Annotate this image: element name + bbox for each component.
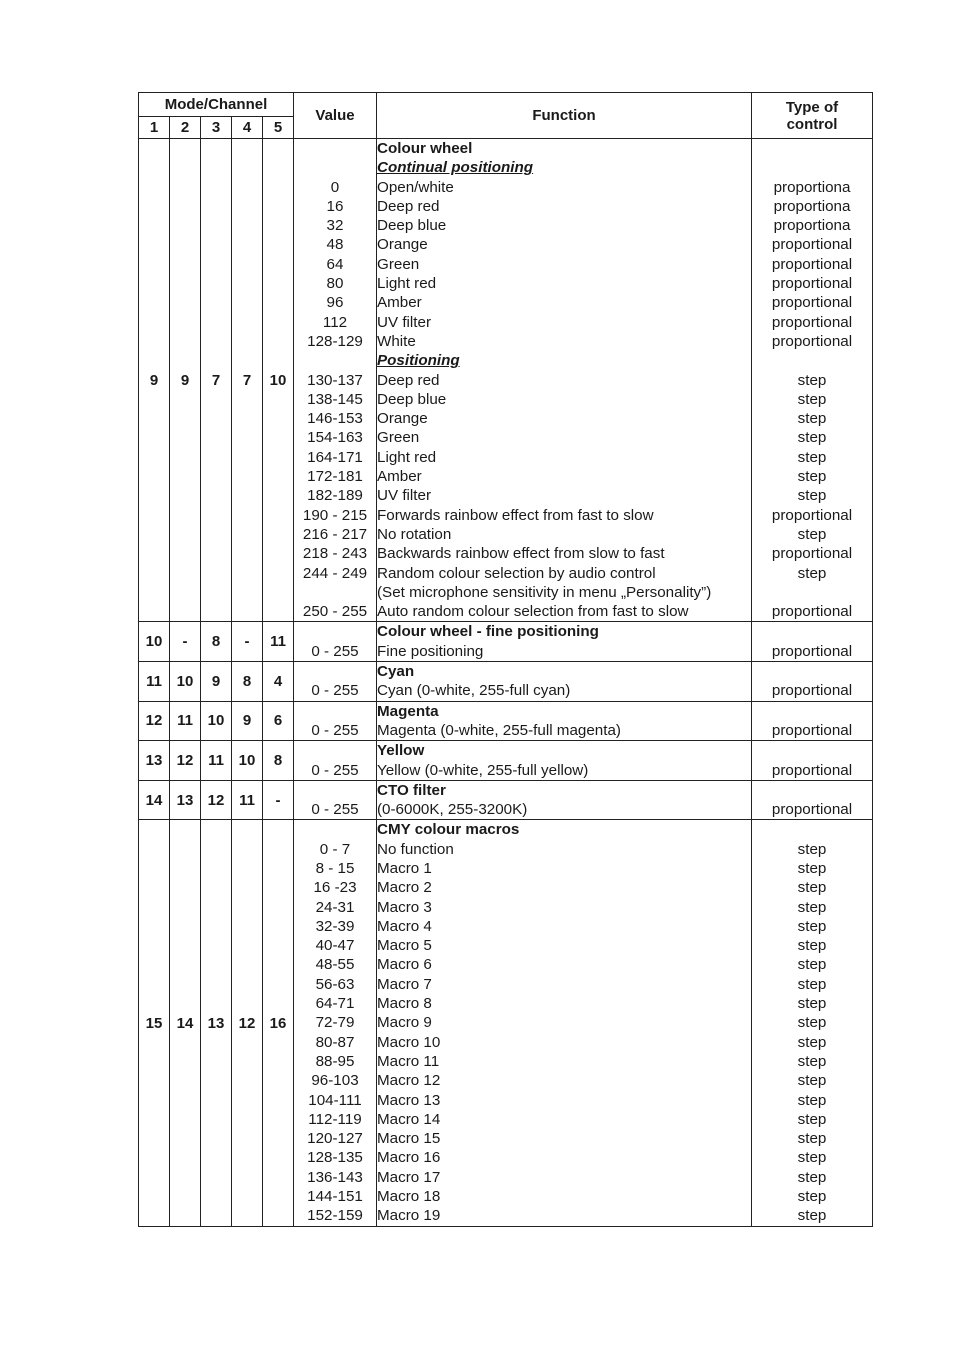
function-line: Open/white	[377, 178, 454, 196]
value-line: 244 - 249	[302, 564, 368, 582]
value-line: 112-119	[308, 1110, 362, 1128]
channel-cell-mode-5: 6	[263, 701, 294, 741]
channel-cell-mode-2: 9	[170, 139, 201, 622]
value-line: 130-137	[307, 371, 363, 389]
channel-cell-mode-4: 9	[232, 701, 263, 741]
function-cell	[377, 701, 752, 741]
type-line: proportional	[771, 801, 853, 819]
value-line	[294, 702, 376, 721]
type-line: step	[797, 448, 827, 466]
function-line: Yellow (0-white, 255-full yellow)	[377, 761, 589, 779]
channel-cell-mode-4: 7	[232, 139, 263, 622]
function-line: Macro 17	[377, 1168, 441, 1186]
value-line: 16	[326, 197, 344, 215]
value-cell	[294, 780, 377, 820]
type-line: step	[797, 937, 827, 955]
type-line: step	[797, 840, 827, 858]
channel-cell-mode-1: 15	[139, 820, 170, 1226]
type-line: proportional	[771, 682, 853, 700]
type-line: step	[797, 1168, 827, 1186]
value-line: 80-87	[315, 1033, 355, 1051]
header-row-top	[139, 93, 873, 117]
type-line	[752, 139, 872, 158]
channel-cell-mode-2: 14	[170, 820, 201, 1226]
value-line	[294, 662, 376, 681]
value-line: 96	[326, 294, 344, 312]
channel-cell-mode-1: 12	[139, 701, 170, 741]
value-line: 218 - 243	[302, 545, 368, 563]
value-line: 24-31	[315, 898, 355, 916]
type-cell	[752, 701, 873, 741]
value-line: 146-153	[307, 410, 363, 428]
function-line: CMY colour macros	[377, 821, 520, 839]
value-line: 120-127	[307, 1130, 363, 1148]
dmx-channel-table	[138, 92, 873, 1227]
value-line: 32-39	[315, 917, 355, 935]
type-line: step	[797, 1188, 827, 1206]
value-line: 250 - 255	[302, 603, 368, 621]
type-line	[752, 662, 872, 681]
table-row	[139, 780, 873, 820]
value-line: 128-135	[307, 1149, 363, 1167]
function-line: (Set microphone sensitivity in menu „Personality”)	[377, 583, 712, 601]
table-row	[139, 662, 873, 702]
channel-cell-mode-4: 8	[232, 662, 263, 702]
type-line: step	[797, 487, 827, 505]
value-line: 0 - 255	[311, 642, 359, 660]
value-line: 8 - 15	[315, 859, 355, 877]
function-line: Macro 6	[377, 956, 432, 974]
type-line: step	[797, 390, 827, 408]
type-cell	[752, 741, 873, 781]
type-line: proportiona	[773, 217, 851, 235]
type-line: proportional	[771, 545, 853, 563]
value-line: 138-145	[307, 390, 363, 408]
type-line: step	[797, 859, 827, 877]
type-line: step	[797, 898, 827, 916]
function-line: Macro 9	[377, 1014, 432, 1032]
value-line: 56-63	[315, 975, 355, 993]
value-line: 0 - 7	[319, 840, 351, 858]
value-cell	[294, 741, 377, 781]
value-line: 164-171	[307, 448, 363, 466]
value-cell	[294, 701, 377, 741]
function-line: UV filter	[377, 313, 432, 331]
value-line: 104-111	[308, 1091, 362, 1109]
type-header-line1: Type of	[785, 98, 839, 116]
function-line: Macro 13	[377, 1091, 441, 1109]
type-line: step	[797, 917, 827, 935]
value-line	[294, 820, 376, 839]
type-line: proportiona	[773, 197, 851, 215]
channel-cell-mode-2: 13	[170, 780, 201, 820]
function-line: Forwards rainbow effect from fast to slow	[377, 506, 654, 524]
function-line: Deep blue	[377, 390, 447, 408]
function-line: UV filter	[377, 487, 432, 505]
value-line: 112	[322, 313, 348, 331]
value-line: 0 - 255	[311, 801, 359, 819]
function-line: Cyan	[377, 663, 415, 681]
function-line: Macro 7	[377, 975, 432, 993]
function-line: Macro 5	[377, 937, 432, 955]
value-line: 88-95	[315, 1052, 355, 1070]
function-line: Green	[377, 255, 420, 273]
table-row	[139, 139, 873, 622]
channel-cell-mode-5: 8	[263, 741, 294, 781]
type-line: step	[797, 1149, 827, 1167]
value-line: 144-151	[307, 1188, 363, 1206]
value-line: 0 - 255	[311, 761, 359, 779]
function-line: Light red	[377, 275, 437, 293]
type-line: proportional	[771, 275, 853, 293]
value-line: 0 - 255	[311, 721, 359, 739]
channel-cell-mode-2: 12	[170, 741, 201, 781]
mode-1-header: 1	[139, 117, 170, 139]
function-line: Backwards rainbow effect from slow to fast	[377, 545, 665, 563]
type-line: step	[797, 879, 827, 897]
type-line: step	[797, 525, 827, 543]
channel-cell-mode-2: -	[170, 622, 201, 662]
channel-cell-mode-5: 11	[263, 622, 294, 662]
function-line: Deep red	[377, 371, 440, 389]
function-line: Macro 8	[377, 995, 432, 1013]
value-line: 0 - 255	[311, 682, 359, 700]
function-line: Macro 14	[377, 1110, 441, 1128]
type-line: step	[797, 995, 827, 1013]
channel-cell-mode-5: 10	[263, 139, 294, 622]
channel-cell-mode-1: 13	[139, 741, 170, 781]
value-line	[294, 781, 376, 800]
channel-cell-mode-3: 12	[201, 780, 232, 820]
type-line: proportional	[771, 332, 853, 350]
mode-channel-header: Mode/Channel	[139, 93, 294, 117]
value-line: 0	[330, 178, 340, 196]
type-line: step	[797, 1014, 827, 1032]
mode-3-header: 3	[201, 117, 232, 139]
channel-cell-mode-3: 9	[201, 662, 232, 702]
value-line: 64-71	[315, 995, 355, 1013]
function-line: Orange	[377, 410, 428, 428]
value-line	[294, 351, 376, 370]
function-line: Magenta (0-white, 255-full magenta)	[377, 721, 621, 739]
type-line: step	[797, 564, 827, 582]
type-line: step	[797, 468, 827, 486]
value-line	[294, 622, 376, 641]
channel-cell-mode-3: 7	[201, 139, 232, 622]
function-line: Macro 18	[377, 1188, 441, 1206]
function-line: Macro 11	[377, 1052, 440, 1070]
value-line: 216 - 217	[302, 525, 368, 543]
function-line: Amber	[377, 294, 422, 312]
type-line: step	[797, 975, 827, 993]
type-line	[752, 622, 872, 641]
function-line: Light red	[377, 448, 437, 466]
table-row	[139, 741, 873, 781]
channel-cell-mode-5: 16	[263, 820, 294, 1226]
function-line: Green	[377, 429, 420, 447]
value-line: 48	[326, 236, 344, 254]
value-line	[294, 139, 376, 158]
type-line: proportional	[771, 721, 853, 739]
table-row	[139, 622, 873, 662]
type-cell	[752, 662, 873, 702]
type-line: step	[797, 1130, 827, 1148]
function-line: Macro 2	[377, 879, 432, 897]
function-line: No function	[377, 840, 454, 858]
value-line	[294, 583, 376, 602]
type-line: step	[797, 371, 827, 389]
channel-cell-mode-1: 11	[139, 662, 170, 702]
value-cell	[294, 820, 377, 1226]
function-cell	[377, 820, 752, 1226]
function-line: Macro 15	[377, 1130, 441, 1148]
function-line: Magenta	[377, 702, 439, 720]
value-line: 128-129	[307, 332, 363, 350]
type-line: proportional	[771, 236, 853, 254]
type-line	[752, 820, 872, 839]
channel-cell-mode-3: 8	[201, 622, 232, 662]
type-line	[752, 702, 872, 721]
type-line: proportional	[771, 761, 853, 779]
function-cell	[377, 662, 752, 702]
value-cell	[294, 139, 377, 622]
function-line: Yellow	[377, 742, 425, 760]
value-line: 72-79	[315, 1014, 355, 1032]
channel-cell-mode-2: 11	[170, 701, 201, 741]
function-cell	[377, 741, 752, 781]
value-line: 32	[326, 217, 344, 235]
type-line: step	[797, 1033, 827, 1051]
channel-cell-mode-4: 10	[232, 741, 263, 781]
function-line: Colour wheel - fine positioning	[377, 623, 599, 641]
type-line: proportional	[771, 506, 853, 524]
function-line: Positioning	[377, 352, 460, 370]
type-line	[752, 158, 872, 177]
value-line	[294, 158, 376, 177]
function-line: Continual positioning	[377, 159, 534, 177]
function-line: Macro 10	[377, 1033, 441, 1051]
value-line: 152-159	[307, 1207, 363, 1225]
function-line: Orange	[377, 236, 428, 254]
value-line: 48-55	[315, 956, 355, 974]
function-header: Function	[377, 93, 752, 139]
channel-cell-mode-4: -	[232, 622, 263, 662]
channel-cell-mode-1: 10	[139, 622, 170, 662]
function-line: White	[377, 332, 416, 350]
type-line: proportional	[771, 294, 853, 312]
type-line: step	[797, 410, 827, 428]
channel-cell-mode-3: 11	[201, 741, 232, 781]
function-line: Macro 16	[377, 1149, 441, 1167]
type-of-control-header	[752, 93, 873, 139]
value-line: 182-189	[307, 487, 363, 505]
type-line: proportional	[771, 313, 853, 331]
type-cell	[752, 139, 873, 622]
channel-cell-mode-5: 4	[263, 662, 294, 702]
value-line: 80	[326, 275, 344, 293]
function-line: Deep red	[377, 197, 440, 215]
type-line: step	[797, 1052, 827, 1070]
function-line: Colour wheel	[377, 140, 473, 157]
type-cell	[752, 820, 873, 1226]
value-cell	[294, 622, 377, 662]
function-line: Macro 12	[377, 1072, 441, 1090]
function-line: Cyan (0-white, 255-full cyan)	[377, 682, 571, 700]
function-line: CTO filter	[377, 781, 446, 799]
channel-cell-mode-2: 10	[170, 662, 201, 702]
value-line: 96-103	[311, 1072, 359, 1090]
type-line: proportiona	[773, 178, 851, 196]
function-line: (0-6000K, 255-3200K)	[377, 801, 528, 819]
value-header: Value	[294, 93, 377, 139]
value-line: 136-143	[307, 1168, 363, 1186]
type-line: step	[797, 1110, 827, 1128]
value-line: 154-163	[307, 429, 363, 447]
function-line: Random colour selection by audio control	[377, 564, 656, 582]
function-line: Fine positioning	[377, 642, 484, 660]
channel-cell-mode-5: -	[263, 780, 294, 820]
table-row	[139, 701, 873, 741]
type-line	[752, 781, 872, 800]
type-line: proportional	[771, 255, 853, 273]
channel-cell-mode-1: 14	[139, 780, 170, 820]
channel-cell-mode-3: 13	[201, 820, 232, 1226]
value-cell	[294, 662, 377, 702]
value-line: 64	[326, 255, 344, 273]
function-line: Macro 4	[377, 917, 432, 935]
mode-5-header: 5	[263, 117, 294, 139]
value-line: 172-181	[307, 468, 363, 486]
type-line: step	[797, 956, 827, 974]
function-cell	[377, 780, 752, 820]
value-line: 40-47	[315, 937, 355, 955]
function-line: Auto random colour selection from fast to slow	[377, 603, 689, 621]
function-line: Amber	[377, 468, 422, 486]
function-line: Macro 19	[377, 1207, 441, 1225]
type-cell	[752, 622, 873, 662]
type-line: proportional	[771, 603, 853, 621]
type-line	[752, 741, 872, 760]
type-line: proportional	[771, 642, 853, 660]
function-line: Macro 1	[377, 859, 432, 877]
type-line: step	[797, 1091, 827, 1109]
mode-4-header: 4	[232, 117, 263, 139]
channel-cell-mode-4: 11	[232, 780, 263, 820]
type-line: step	[797, 429, 827, 447]
type-cell	[752, 780, 873, 820]
type-header-line2: control	[786, 115, 838, 133]
type-line	[752, 583, 872, 602]
function-line: Macro 3	[377, 898, 432, 916]
function-line: Deep blue	[377, 217, 447, 235]
function-line: No rotation	[377, 525, 452, 543]
table-body	[139, 139, 873, 1227]
value-line	[294, 741, 376, 760]
value-line: 16 -23	[313, 879, 357, 897]
channel-cell-mode-1: 9	[139, 139, 170, 622]
value-line: 190 - 215	[302, 506, 368, 524]
channel-cell-mode-4: 12	[232, 820, 263, 1226]
channel-cell-mode-3: 10	[201, 701, 232, 741]
type-line: step	[797, 1207, 827, 1225]
function-cell	[377, 139, 752, 622]
table-row	[139, 820, 873, 1226]
type-line: step	[797, 1072, 827, 1090]
mode-2-header: 2	[170, 117, 201, 139]
function-cell	[377, 622, 752, 662]
type-line	[752, 351, 872, 370]
